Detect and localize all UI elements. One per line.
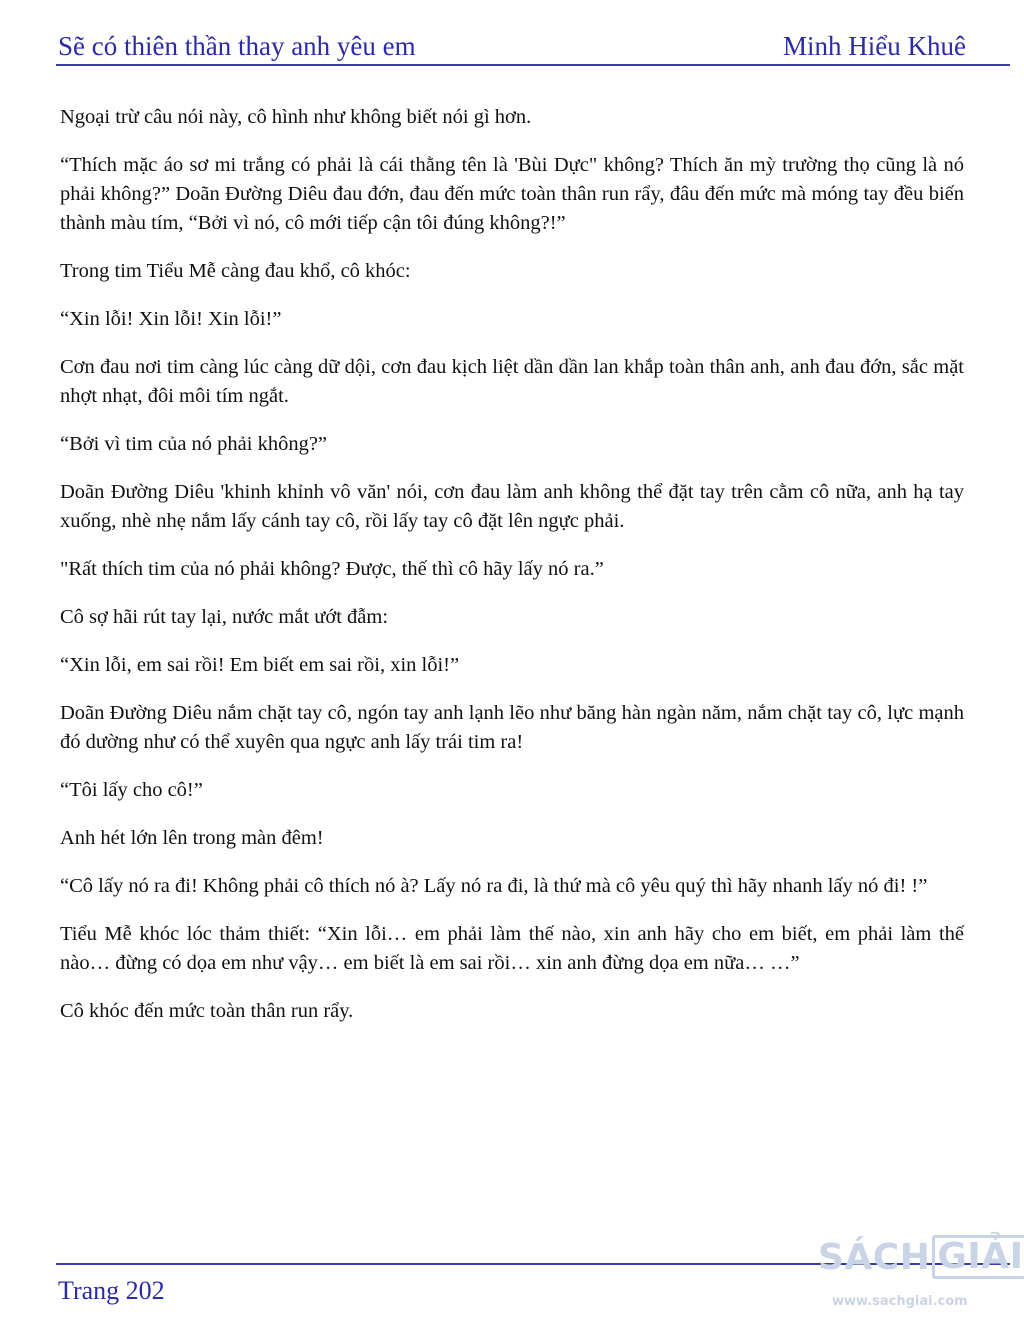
paragraph: Doãn Đường Diêu nắm chặt tay cô, ngón tay anh lạnh lẽo như băng hàn ngàn năm, nắm chặt tay cô, lực mạnh đó dường như có thể xuyên qua ngực anh lấy trái tim ra!	[60, 702, 964, 753]
paragraph: Doãn Đường Diêu 'khinh khỉnh vô văn' nói, cơn đau làm anh không thể đặt tay trên cằm cô nữa, anh hạ tay xuống, nhè nhẹ nắm lấy cánh tay cô, rồi lấy tay cô đặt lên ngực phải.	[60, 481, 964, 532]
paragraph: “Cô lấy nó ra đi! Không phải cô thích nó à? Lấy nó ra đi, là thứ mà cô yêu quý thì hãy nhanh lấy nó đi! !”	[60, 875, 928, 897]
watermark-brand-boxed: GIẢI	[932, 1235, 1024, 1279]
watermark-brand	[818, 1232, 1024, 1282]
paragraph: Cô sợ hãi rút tay lại, nước mắt ướt đẫm:	[60, 606, 389, 628]
paragraph: “Tôi lấy cho cô!”	[60, 779, 203, 801]
page-number: Trang 202	[58, 1276, 165, 1305]
paragraph: “Xin lỗi, em sai rồi! Em biết em sai rồi, xin lỗi!”	[60, 654, 460, 676]
paragraph: Cô khóc đến mức toàn thân run rẩy.	[60, 1000, 354, 1022]
page-header	[58, 26, 966, 62]
paragraph: “Thích mặc áo sơ mi trắng có phải là cái thằng tên là 'Bùi Dực" không? Thích ăn mỳ trường thọ cũng là nó phải không?” Doãn Đường Diêu đau đớn, đau đến mức toàn thân run rẩy, đâu đến mức mà móng tay đều biến thành màu tím, “Bởi vì nó, cô mới tiếp cận tôi đúng không?!”	[60, 154, 964, 234]
paragraph: Cơn đau nơi tim càng lúc càng dữ dội, cơn đau kịch liệt dần dần lan khắp toàn thân anh, anh đau đớn, sắc mặt nhợt nhạt, đôi môi tím ngắt.	[60, 356, 964, 407]
author-name: Minh Hiểu Khuê	[783, 31, 966, 61]
paragraph: "Rất thích tim của nó phải không? Được, thế thì cô hãy lấy nó ra.”	[60, 558, 604, 580]
header-divider	[56, 64, 1010, 66]
paragraph: “Bởi vì tim của nó phải không?”	[60, 433, 328, 455]
paragraph: Tiểu Mễ khóc lóc thảm thiết: “Xin lỗi… em phải làm thế nào, xin anh hãy cho em biết, em phải làm thế nào… đừng có dọa em như vậy… em biết là em sai rồi… xin anh đừng dọa em nữa… …”	[60, 923, 964, 974]
book-title: Sẽ có thiên thần thay anh yêu em	[58, 31, 416, 61]
paragraph: Anh hét lớn lên trong màn đêm!	[60, 827, 324, 849]
watermark-logo	[818, 1232, 1024, 1322]
watermark-url: www.sachgiai.com	[832, 1294, 968, 1309]
paragraph: Trong tim Tiểu Mễ càng đau khổ, cô khóc:	[60, 260, 411, 282]
paragraph: Ngoại trừ câu nói này, cô hình như không biết nói gì hơn.	[60, 106, 532, 128]
watermark-brand-left: SÁCH	[818, 1236, 931, 1278]
paragraph: “Xin lỗi! Xin lỗi! Xin lỗi!”	[60, 308, 282, 330]
body-text	[60, 103, 964, 1045]
